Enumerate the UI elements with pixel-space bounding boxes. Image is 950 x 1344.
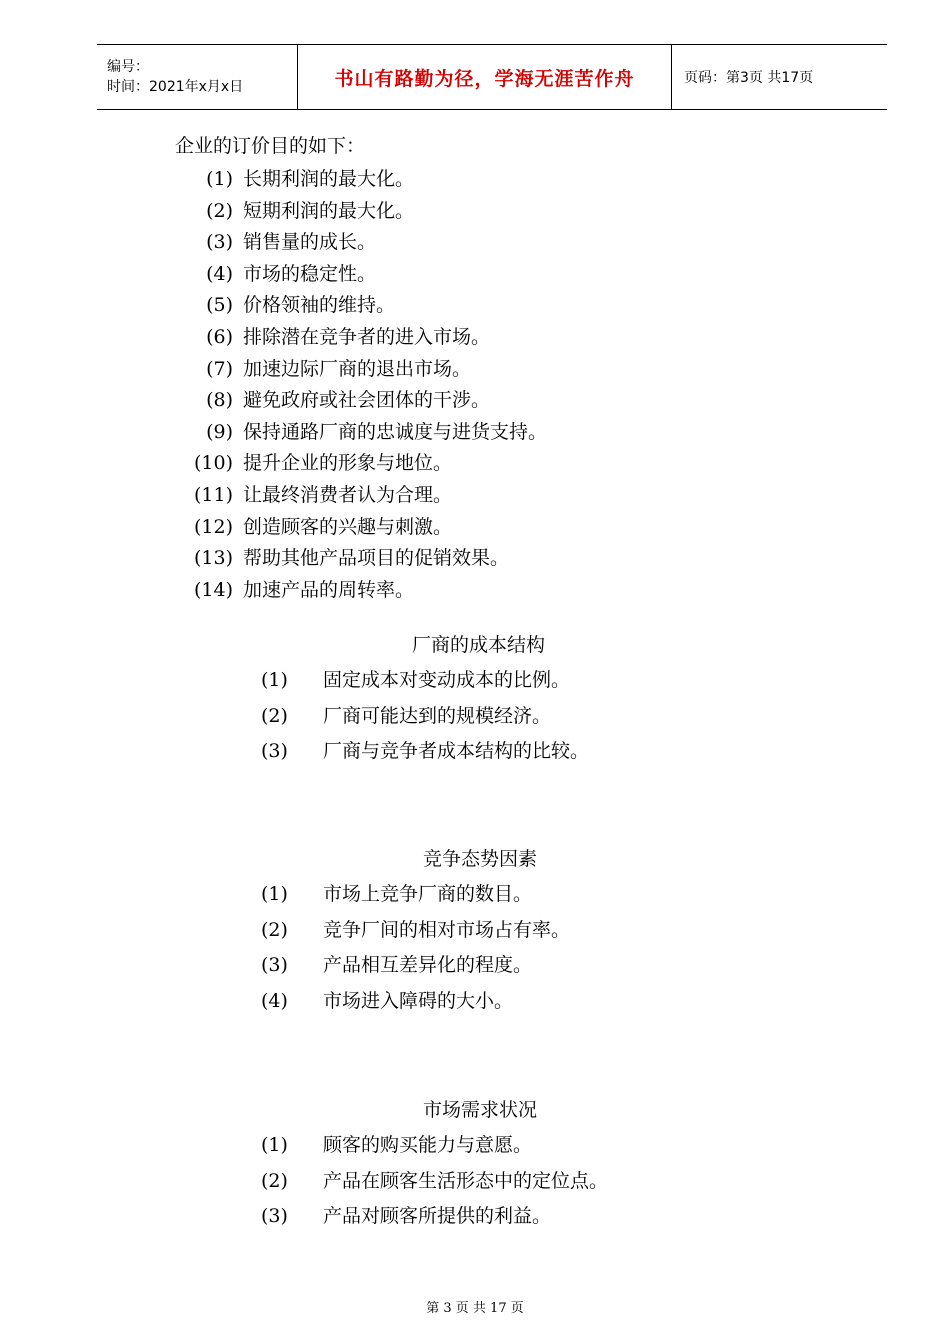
list-item-text: 短期利润的最大化。 — [243, 199, 415, 222]
list-item — [179, 168, 414, 190]
list-item-number: (4) — [206, 262, 233, 285]
list-item-number: (12) — [193, 515, 233, 538]
document-header — [97, 44, 887, 110]
list-item — [179, 579, 414, 601]
list-item — [179, 263, 376, 285]
list-item — [179, 358, 471, 380]
list-item-number: (7) — [206, 357, 233, 380]
section-item-number: (3) — [261, 740, 288, 762]
list-item-text: 帮助其他产品项目的促销效果。 — [243, 547, 510, 570]
section-item-text: 固定成本对变动成本的比例。 — [323, 669, 571, 691]
section-item-text: 竞争厂间的相对市场占有率。 — [323, 918, 571, 941]
section-list-item — [261, 883, 532, 905]
section-item-text: 厂商可能达到的规模经济。 — [323, 704, 552, 727]
list-item-text: 加速边际厂商的退出市场。 — [243, 357, 472, 380]
list-item — [179, 294, 395, 316]
list-item-text: 销售量的成长。 — [243, 231, 377, 254]
time-label: 时间：2021年x月x日 — [107, 79, 244, 95]
list-item — [179, 516, 452, 538]
section-item-number: (3) — [261, 1205, 288, 1227]
section-item-text: 产品相互差异化的程度。 — [323, 954, 533, 976]
list-item — [179, 484, 452, 506]
list-item-number: (9) — [206, 420, 233, 443]
list-item — [179, 231, 376, 253]
header-page-info: 页码：第3页 共17页 — [684, 70, 814, 86]
list-item-text: 加速产品的周转率。 — [243, 578, 415, 601]
header-meta — [97, 45, 298, 109]
serial-label: 编号： — [107, 59, 149, 75]
section-list-item — [261, 740, 589, 762]
list-item-number: (10) — [193, 452, 233, 475]
section-item-text: 顾客的购买能力与意愿。 — [323, 1134, 533, 1156]
section-item-number: (4) — [261, 989, 288, 1012]
section-item-text: 市场上竞争厂商的数目。 — [323, 883, 533, 905]
list-item-text: 排除潜在竞争者的进入市场。 — [243, 326, 491, 348]
section-item-number: (2) — [261, 1169, 288, 1192]
section-list-item — [261, 705, 551, 727]
section-title: 厂商的成本结构 — [412, 634, 546, 656]
list-item-number: (11) — [193, 484, 233, 506]
list-item — [179, 452, 452, 474]
list-item-text: 提升企业的形象与地位。 — [243, 452, 453, 475]
section-item-number: (2) — [261, 704, 288, 727]
list-item-text: 创造顾客的兴趣与刺激。 — [243, 515, 453, 538]
list-item-text: 价格领袖的维持。 — [243, 294, 396, 317]
list-item — [179, 421, 547, 443]
list-item-number: (8) — [206, 389, 233, 412]
page-footer: 第 3 页 共 17 页 — [426, 1301, 524, 1316]
section-list-item — [261, 1134, 532, 1156]
section-list-item — [261, 954, 532, 976]
list-item-number: (1) — [206, 168, 233, 190]
list-item — [179, 389, 490, 411]
list-item-number: (3) — [206, 231, 233, 254]
list-item-number: (5) — [206, 294, 233, 317]
intro-text: 企业的订价目的如下： — [175, 135, 366, 157]
list-item-text: 保持通路厂商的忠诚度与进货支持。 — [243, 420, 548, 443]
list-item-text: 避免政府或社会团体的干涉。 — [243, 389, 491, 412]
section-item-text: 市场进入障碍的大小。 — [323, 989, 514, 1012]
section-title: 市场需求状况 — [423, 1099, 538, 1121]
section-item-text: 产品对顾客所提供的利益。 — [323, 1205, 552, 1227]
section-item-text: 厂商与竞争者成本结构的比较。 — [323, 740, 590, 762]
list-item-text: 市场的稳定性。 — [243, 262, 377, 285]
list-item — [179, 200, 414, 222]
list-item-number: (6) — [206, 326, 233, 348]
header-motto: 书山有路勤为径，学海无涯苦作舟 — [298, 45, 672, 109]
list-item-text: 让最终消费者认为合理。 — [243, 484, 453, 506]
list-item-text: 长期利润的最大化。 — [243, 168, 415, 190]
list-item — [179, 547, 509, 569]
section-item-number: (1) — [261, 883, 288, 905]
section-item-number: (1) — [261, 1134, 288, 1156]
section-item-number: (3) — [261, 954, 288, 976]
list-item-number: (14) — [193, 578, 233, 601]
section-list-item — [261, 669, 570, 691]
section-item-number: (1) — [261, 669, 288, 691]
list-item-number: (2) — [206, 199, 233, 222]
list-item — [179, 326, 490, 348]
section-title: 竞争态势因素 — [423, 848, 538, 870]
section-list-item — [261, 919, 570, 941]
section-list-item — [261, 1205, 551, 1227]
section-item-text: 产品在顾客生活形态中的定位点。 — [323, 1169, 609, 1192]
section-list-item — [261, 1170, 608, 1192]
section-item-number: (2) — [261, 918, 288, 941]
section-list-item — [261, 990, 513, 1012]
list-item-number: (13) — [193, 547, 233, 570]
